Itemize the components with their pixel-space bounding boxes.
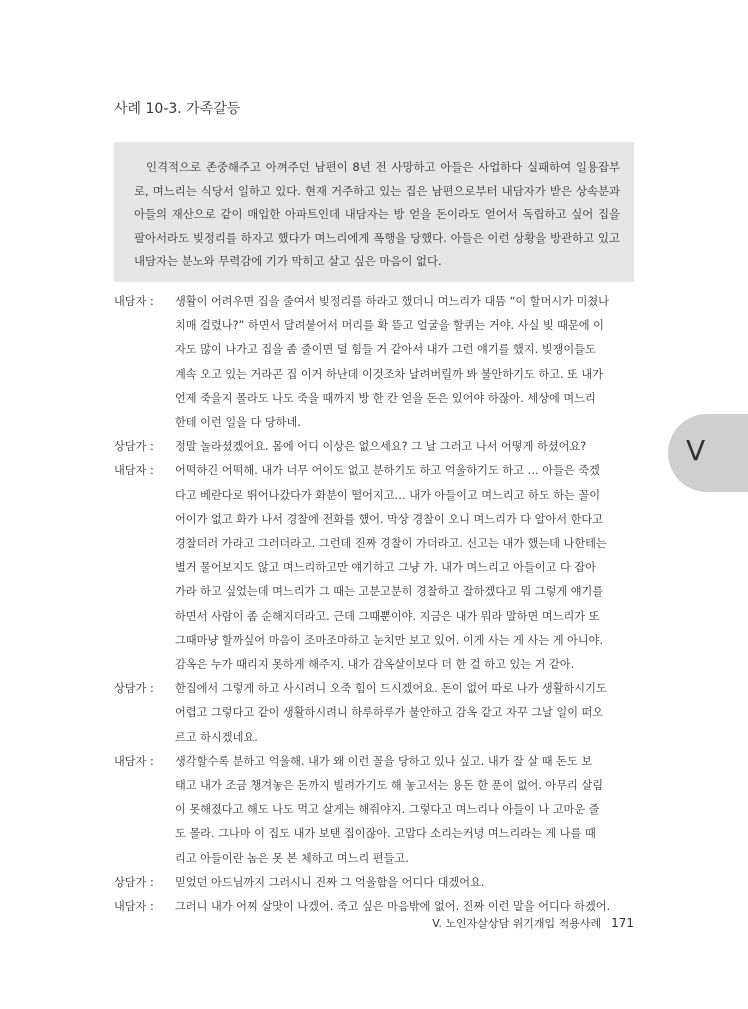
speech-line: 언제 죽을지 몰라도 나도 죽을 때까지 방 한 칸 얻을 돈은 있어야 하잖아. 세상에 며느리 (175, 391, 596, 405)
dialogue-turn (114, 871, 638, 895)
counseling-dialogue (114, 290, 638, 919)
speech-line: 자도 많이 나가고 집을 좀 줄이면 덜 힘들 거 같아서 내가 그런 얘기를 했지. 빚쟁이들도 (175, 343, 596, 357)
speech-line: 가라 하고 싶었는데 며느리가 그 때는 고분고분히 경찰하고 잘하겠다고 뭐 그렇게 얘기를 (175, 585, 604, 599)
case-summary-box (114, 142, 634, 282)
speech-line: 어렵고 그렇다고 같이 생활하시려니 하루하루가 불안하고 감옥 같고 자꾸 그날 일이 떠오 (175, 706, 604, 720)
speech-line: 정말 놀라셨겠어요. 몸에 어디 이상은 없으세요? 그 날 그러고 나서 어떻게 하셨어요? (175, 440, 587, 454)
speech-line: 도 몰라. 그나마 이 집도 내가 보탠 집이잖아. 고맙다 소리는커녕 며느리라는 게 나를 때 (175, 827, 596, 841)
dialogue-turn (114, 459, 638, 677)
speech-text (175, 871, 638, 895)
speech-line: 어이가 없고 화가 나서 경찰에 전화를 했어. 막상 경찰이 오니 며느리가 다 알아서 한다고 (175, 512, 604, 526)
speaker-label: 상담가 : (114, 682, 154, 696)
speaker-label: 내담자 : (114, 295, 154, 308)
speech-line: 치매 걸렸나?” 하면서 달려붙어서 머리를 확 뜯고 얼굴을 할퀴는 거야. 사실 빚 때문에 이 (175, 319, 604, 333)
speech-line: 경찰더러 가라고 그러더라고. 그런데 진짜 경찰이 가더라고. 신고는 내가 했는데 나한테는 (175, 537, 607, 551)
case-title: 사례 10-3. 가족갈등 (114, 101, 241, 117)
speech-line: 계속 오고 있는 거라곤 집 이거 하난데 이것조차 날려버릴까 봐 불안하기도 하고. 또 내가 (175, 367, 604, 381)
chapter-tab (668, 414, 748, 492)
speech-line: 태고 내가 조금 챙겨놓은 돈까지 빌려가기도 해 놓고서는 용돈 한 푼이 없어. 아무리 살림 (175, 779, 604, 793)
speech-line: 생각할수록 분하고 억울해. 내가 왜 이런 꼴을 당하고 있나 싶고. 내가 잘 살 때 돈도 보 (175, 754, 593, 768)
dialogue-turn (114, 750, 638, 871)
speech-line: 르고 하시겠네요. (175, 730, 258, 744)
speech-line: 감옥은 누가 때리지 못하게 해주지. 내가 감옥살이보다 더 한 걸 하고 있는 거 같아. (175, 658, 575, 672)
speaker-label: 상담가 : (114, 875, 154, 889)
case-summary-text: 인격적으로 존중해주고 아껴주던 남편이 8년 전 사망하고 아들은 사업하다 실패하여 일용잡부로, 며느리는 식당서 일하고 있다. 현재 거주하고 있는 집은 남편으로부터 내담자가 받은 상속분과 아들의 재산으로 같이 매입한 아파트인데 내담자는 방 얻을 돈이라도 얻어서 독립하고 싶어 집을 팔아서라도 빚정리를 하자고 했다가 며느리에게 폭행을 당했다. 아들은 이런 상황을 방관하고 있고 내담자는 분노와 무력감에 기가 막히고 살고 싶은 마음이 없다. (134, 160, 620, 269)
speech-line: 리고 아들이란 놈은 못 본 체하고 며느리 편들고. (175, 851, 409, 865)
speech-line: 그때마냥 할까싶어 마음이 조마조마하고 눈치만 보고 있어. 이게 사는 게 사는 게 아니야. (175, 633, 604, 647)
speaker-label: 내담자 : (114, 754, 154, 768)
speech-text (175, 677, 638, 750)
speaker-label: 상담가 : (114, 440, 154, 454)
speech-text (175, 750, 638, 871)
dialogue-turn (114, 677, 638, 750)
chapter-tab-label: V (686, 434, 706, 467)
speech-text (175, 435, 638, 459)
speech-line: 생활이 어려우면 집을 줄여서 빚정리를 하라고 했더니 며느리가 대뜸 “이 할머시가 미쳤나 (175, 295, 609, 308)
speech-line: 하면서 사람이 좀 순해지더라고. 근데 그때뿐이야. 지금은 내가 뭐라 말하면 며느리가 또 (175, 609, 600, 623)
speech-line: 믿었던 아드님까지 그러시니 진짜 그 억울함을 어디다 대겠어요. (175, 875, 485, 889)
speaker-label: 내담자 : (114, 464, 154, 478)
running-title: V. 노인자살상담 위기개입 적용사례 (432, 917, 602, 930)
dialogue-turn (114, 435, 638, 459)
speech-line: 별거 물어보지도 않고 며느리하고만 얘기하고 그냥 가. 내가 며느리고 아들이고 다 잡아 (175, 561, 596, 575)
speech-text (175, 459, 638, 677)
speech-line: 한테 이런 일을 다 당하네. (175, 416, 301, 430)
page-number: 171 (611, 916, 634, 930)
speech-line: 다고 베란다로 뛰어나갔다가 화분이 떨어지고… 내가 아들이고 며느리고 하도 하는 꼴이 (175, 488, 601, 502)
speech-text (175, 290, 638, 435)
speaker-label: 내담자 : (114, 900, 154, 914)
page-footer (432, 915, 634, 931)
speech-line: 어떡하긴 어떡해. 내가 너무 어이도 없고 분하기도 하고 억울하기도 하고 … 아들은 죽겠 (175, 464, 600, 478)
speech-line: 그러니 내가 어찌 살맛이 나겠어. 죽고 싶은 마음밖에 없어. 진짜 이런 말을 어디다 하겠어. (175, 900, 611, 914)
speech-line: 한집에서 그렇게 하고 사시려니 오죽 힘이 드시겠어요. 돈이 없어 따로 나가 생활하시기도 (175, 682, 607, 696)
dialogue-turn (114, 290, 638, 435)
speech-line: 이 못해졌다고 해도 나도 먹고 살게는 해줘야지. 그렇다고 며느리나 아들이 나 고마운 줄 (175, 803, 600, 817)
